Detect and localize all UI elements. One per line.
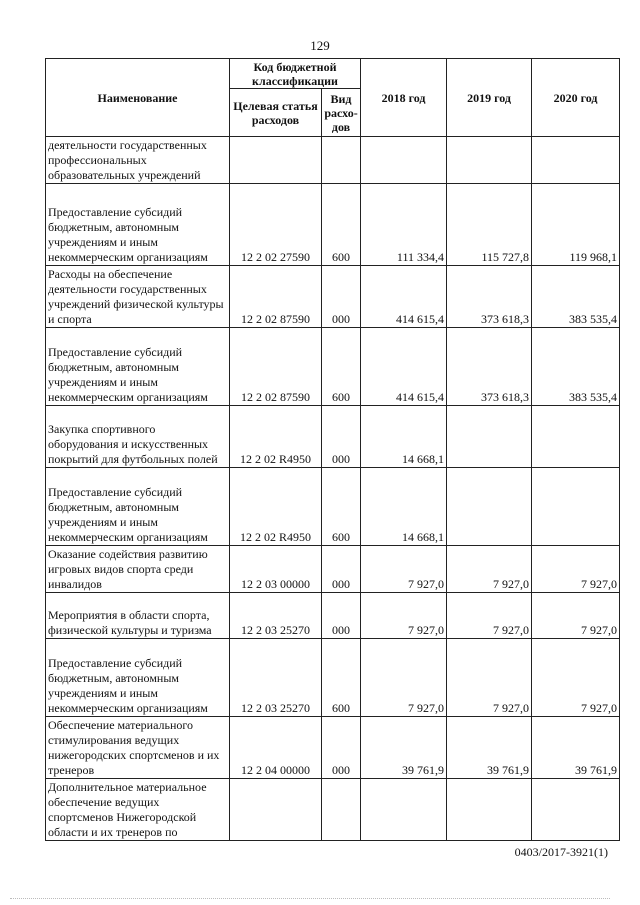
row-target-article xyxy=(230,779,322,841)
row-value-2018: 414 615,4 xyxy=(361,328,447,406)
row-value-2019 xyxy=(447,406,532,468)
row-value-2019: 7 927,0 xyxy=(447,593,532,639)
row-expense-type xyxy=(322,137,361,184)
row-value-2018: 14 668,1 xyxy=(361,406,447,468)
row-value-2018: 7 927,0 xyxy=(361,546,447,593)
page-number: 129 xyxy=(310,38,330,53)
header-year-2020: 2020 год xyxy=(532,59,620,137)
table-row xyxy=(46,593,620,639)
row-name: Предоставление субсидий бюджетным, автономным учреждениям и иным некоммерческим организациям xyxy=(46,639,230,717)
row-expense-type: 000 xyxy=(322,593,361,639)
row-expense-type xyxy=(322,779,361,841)
table-row xyxy=(46,717,620,779)
row-name: Предоставление субсидий бюджетным, автономным учреждениям и иным некоммерческим организациям xyxy=(46,328,230,406)
row-target-article: 12 2 03 25270 xyxy=(230,639,322,717)
row-value-2018 xyxy=(361,779,447,841)
row-name: Дополнительное материальное обеспечение ведущих спортсменов Нижегородской области и их тренеров по xyxy=(46,779,230,841)
row-value-2020 xyxy=(532,468,620,546)
row-expense-type: 000 xyxy=(322,266,361,328)
row-name: Оказание содействия развитию игровых видов спорта среди инвалидов xyxy=(46,546,230,593)
row-target-article: 12 2 04 00000 xyxy=(230,717,322,779)
header-name: Наименование xyxy=(46,59,230,137)
header-budget-code: Код бюджетной классификации xyxy=(230,59,361,89)
row-target-article: 12 2 02 87590 xyxy=(230,328,322,406)
row-value-2018: 111 334,4 xyxy=(361,184,447,266)
row-value-2019 xyxy=(447,468,532,546)
row-name: Предоставление субсидий бюджетным, автономным учреждениям и иным некоммерческим организациям xyxy=(46,184,230,266)
row-name: Расходы на обеспечение деятельности государственных учреждений физической культуры и спорта xyxy=(46,266,230,328)
row-value-2018: 7 927,0 xyxy=(361,639,447,717)
header-year-2018: 2018 год xyxy=(361,59,447,137)
row-expense-type: 600 xyxy=(322,328,361,406)
row-value-2018 xyxy=(361,137,447,184)
row-value-2019: 115 727,8 xyxy=(447,184,532,266)
row-value-2020 xyxy=(532,406,620,468)
row-name: Закупка спортивного оборудования и искусственных покрытий для футбольных полей xyxy=(46,406,230,468)
document-code: 0403/2017-3921(1) xyxy=(514,845,608,859)
row-target-article xyxy=(230,137,322,184)
row-expense-type: 000 xyxy=(322,406,361,468)
row-target-article: 12 2 03 25270 xyxy=(230,593,322,639)
row-value-2019: 373 618,3 xyxy=(447,328,532,406)
row-value-2020: 7 927,0 xyxy=(532,639,620,717)
row-value-2020 xyxy=(532,137,620,184)
row-target-article: 12 2 02 R4950 xyxy=(230,468,322,546)
row-value-2019 xyxy=(447,779,532,841)
row-value-2020: 119 968,1 xyxy=(532,184,620,266)
row-value-2020: 7 927,0 xyxy=(532,546,620,593)
row-value-2020 xyxy=(532,779,620,841)
row-target-article: 12 2 03 00000 xyxy=(230,546,322,593)
table-row xyxy=(46,779,620,841)
table-row xyxy=(46,266,620,328)
scan-divider xyxy=(10,898,610,900)
row-name: Обеспечение материального стимулирования ведущих нижегородских спортсменов и их тренеров xyxy=(46,717,230,779)
row-expense-type: 600 xyxy=(322,184,361,266)
row-expense-type: 000 xyxy=(322,546,361,593)
row-value-2019 xyxy=(447,137,532,184)
row-value-2019: 7 927,0 xyxy=(447,639,532,717)
row-expense-type: 600 xyxy=(322,639,361,717)
row-value-2019: 39 761,9 xyxy=(447,717,532,779)
row-name: Мероприятия в области спорта, физической культуры и туризма xyxy=(46,593,230,639)
row-value-2020: 383 535,4 xyxy=(532,266,620,328)
row-value-2018: 414 615,4 xyxy=(361,266,447,328)
row-value-2018: 39 761,9 xyxy=(361,717,447,779)
row-target-article: 12 2 02 87590 xyxy=(230,266,322,328)
row-value-2020: 383 535,4 xyxy=(532,328,620,406)
row-name: Предоставление субсидий бюджетным, автономным учреждениям и иным некоммерческим организациям xyxy=(46,468,230,546)
table-row xyxy=(46,468,620,546)
table-row xyxy=(46,137,620,184)
table-row xyxy=(46,406,620,468)
row-value-2018: 14 668,1 xyxy=(361,468,447,546)
table-row xyxy=(46,184,620,266)
row-target-article: 12 2 02 27590 xyxy=(230,184,322,266)
row-expense-type: 600 xyxy=(322,468,361,546)
header-year-2019: 2019 год xyxy=(447,59,532,137)
table-header xyxy=(46,59,620,137)
row-value-2020: 39 761,9 xyxy=(532,717,620,779)
table-row xyxy=(46,639,620,717)
row-value-2019: 373 618,3 xyxy=(447,266,532,328)
budget-table xyxy=(45,58,620,841)
header-target-article: Целевая статья расходов xyxy=(230,89,322,137)
row-name: деятельности государственных профессиональных образовательных учреждений xyxy=(46,137,230,184)
row-value-2020: 7 927,0 xyxy=(532,593,620,639)
row-value-2019: 7 927,0 xyxy=(447,546,532,593)
row-value-2018: 7 927,0 xyxy=(361,593,447,639)
table-row xyxy=(46,328,620,406)
row-target-article: 12 2 02 R4950 xyxy=(230,406,322,468)
table-row xyxy=(46,546,620,593)
row-expense-type: 000 xyxy=(322,717,361,779)
header-expense-type: Вид расхо-дов xyxy=(322,89,361,137)
